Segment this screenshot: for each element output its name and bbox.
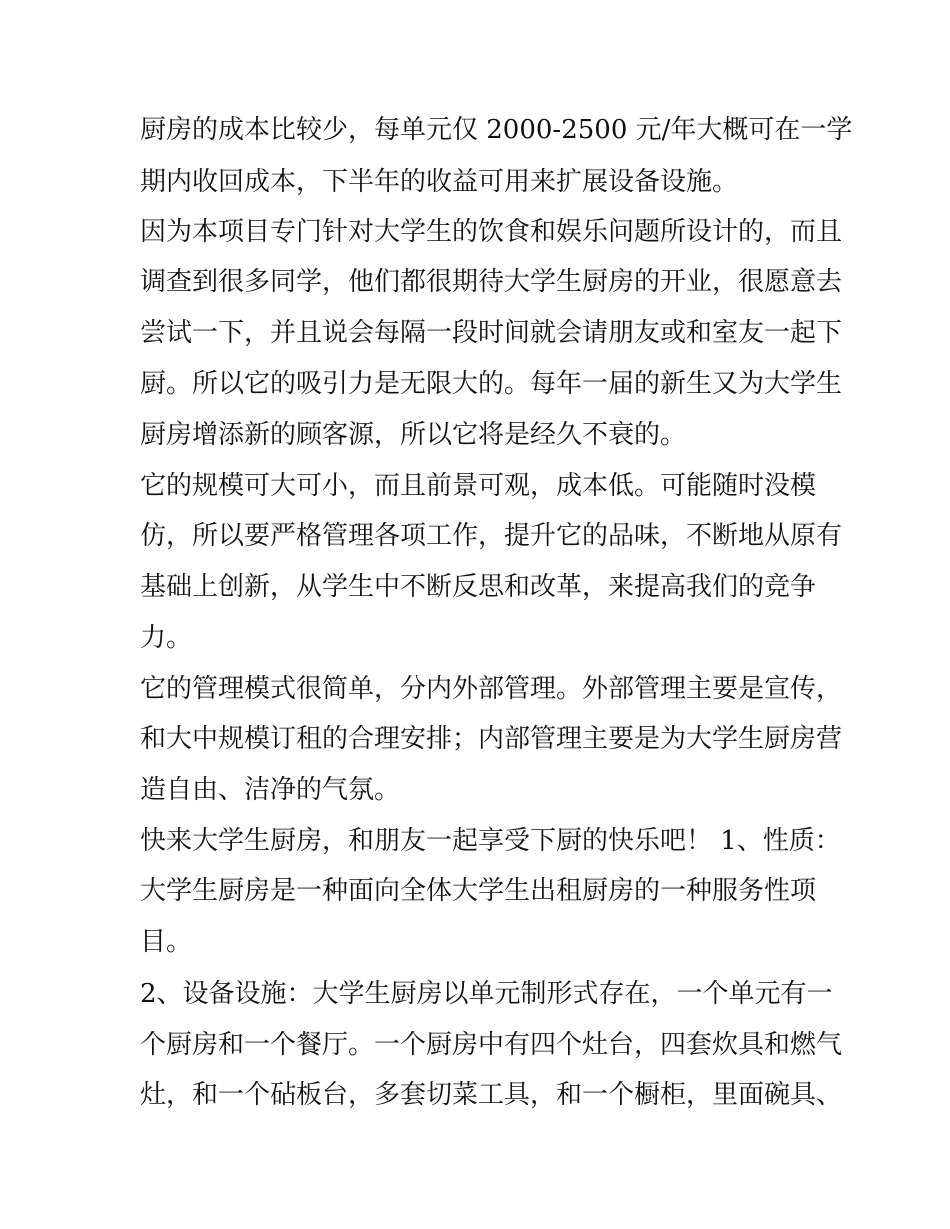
text-line: 尝试一下，并且说会每隔一段时间就会请朋友或和室友一起下 (140, 318, 843, 348)
text-line: 和大中规模订租的合理安排；内部管理主要是为大学生厨房营 (140, 724, 843, 754)
text-line: 期内收回成本，下半年的收益可用来扩展设备设施。 (140, 167, 739, 197)
text-line: 目。 (140, 927, 193, 957)
text-line: 快来大学生厨房，和朋友一起享受下厨的快乐吧！ 1、性质： (140, 826, 841, 856)
text-line: 大学生厨房是一种面向全体大学生出租厨房的一种服务性项 (140, 876, 817, 906)
text-line: 因为本项目专门针对大学生的饮食和娱乐问题所设计的，而且 (140, 217, 843, 247)
text-line: 个厨房和一个餐厅。一个厨房中有四个灶台，四套炊具和燃气 (140, 1030, 843, 1060)
text-line: 造自由、洁净的气氛。 (140, 775, 401, 805)
text-line: 2、设备设施：大学生厨房以单元制形式存在，一个单元有一 (140, 979, 833, 1009)
text-line: 灶，和一个砧板台，多套切菜工具，和一个橱柜，里面碗具、 (140, 1080, 843, 1110)
text-line: 厨。所以它的吸引力是无限大的。每年一届的新生又为大学生 (140, 369, 843, 399)
text-line: 厨房增添新的顾客源，所以它将是经久不衰的。 (140, 420, 687, 450)
text-line: 调查到很多同学，他们都很期待大学生厨房的开业，很愿意去 (140, 267, 843, 297)
text-line: 它的管理模式很简单，分内外部管理。外部管理主要是宣传， (140, 674, 843, 704)
text-line: 它的规模可大可小，而且前景可观，成本低。可能随时没模 (140, 471, 817, 501)
text-line: 力。 (140, 623, 193, 653)
text-line: 厨房的成本比较少，每单元仅 2000-2500 元/年大概可在一学 (140, 115, 853, 145)
text-line: 仿，所以要严格管理各项工作，提升它的品味，不断地从原有 (140, 521, 843, 551)
text-line: 基础上创新，从学生中不断反思和改革，来提高我们的竞争 (140, 572, 817, 602)
